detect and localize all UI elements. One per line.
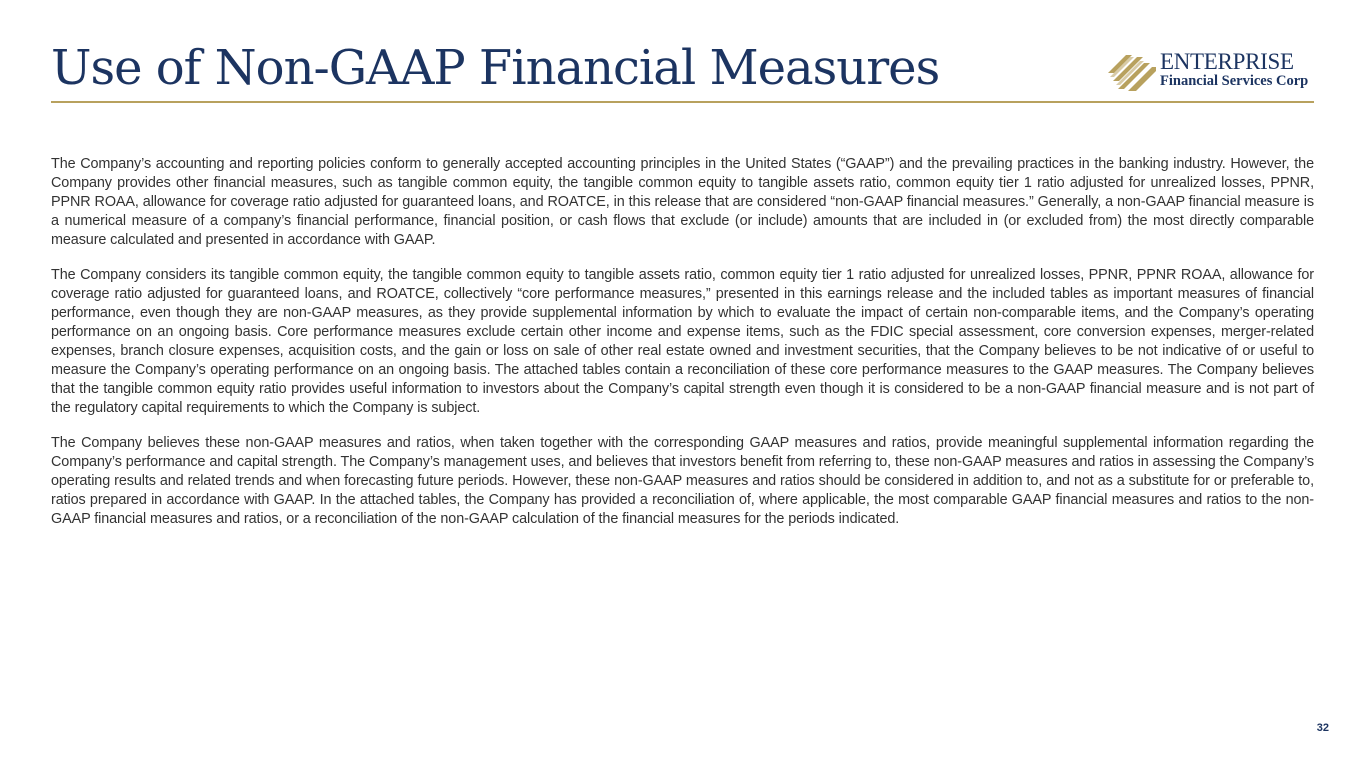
logo-name: ENTERPRISE bbox=[1160, 49, 1294, 74]
enterprise-logo-icon bbox=[1108, 51, 1158, 93]
page-title: Use of Non-GAAP Financial Measures bbox=[51, 40, 940, 96]
title-divider bbox=[51, 101, 1314, 103]
paragraph-1: The Company’s accounting and reporting policies conform to generally accepted accounting principles in the United States (“GAAP”) and the prevailing practices in the banking industry. However, the Company provides other financial measures, such as tangible common equity, the tangible common equity to tangible assets ratio, common equity tier 1 ratio adjusted for unrealized losses, PPNR, PPNR ROAA, allowance for coverage ratio adjusted for guaranteed loans, and ROATCE, in this release that are considered “non-GAAP financial measures.” Generally, a non-GAAP financial measure is a numerical measure of a company’s financial performance, financial position, or cash flows that exclude (or include) amounts that are included in (or excluded from) the most directly comparable measure calculated and presented in accordance with GAAP. bbox=[51, 156, 1314, 248]
company-logo bbox=[1108, 51, 1316, 93]
paragraph-2: The Company considers its tangible common equity, the tangible common equity to tangible assets ratio, common equity tier 1 ratio adjusted for unrealized losses, PPNR, PPNR ROAA, allowance for coverage ratio adjusted for guaranteed loans, and ROATCE, collectively “core performance measures,” presented in this earnings release and the included tables as important measures of financial performance, even though they are non-GAAP measures, as they provide supplemental information by which to evaluate the impact of certain non-comparable items, and the Company’s operating performance on an ongoing basis. Core performance measures exclude certain other income and expense items, such as the FDIC special assessment, core conversion expenses, merger-related expenses, branch closure expenses, acquisition costs, and the gain or loss on sale of other real estate owned and investment securities, that the Company believes to be not indicative of or useful to measure the Company’s operating performance on an ongoing basis. The attached tables contain a reconciliation of these core performance measures to the GAAP measures. The Company believes that the tangible common equity ratio provides useful information to investors about the Company’s capital strength even though it is considered to be a non-GAAP financial measure and is not part of the regulatory capital requirements to which the Company is subject. bbox=[51, 267, 1314, 416]
logo-subtitle: Financial Services Corp bbox=[1160, 73, 1309, 89]
body-text bbox=[51, 155, 1314, 545]
page-number: 32 bbox=[1316, 722, 1329, 734]
paragraph-3: The Company believes these non-GAAP measures and ratios, when taken together with the corresponding GAAP measures and ratios, provide meaningful supplemental information regarding the Company’s performance and capital strength. The Company’s management uses, and believes that investors benefit from referring to, these non-GAAP measures and ratios in assessing the Company’s operating results and related trends and when forecasting future periods. However, these non-GAAP measures and ratios should be considered in addition to, and not as a substitute for or preferable to, ratios prepared in accordance with GAAP. In the attached tables, the Company has provided a reconciliation of, where applicable, the most comparable GAAP financial measures and ratios to the non-GAAP financial measures and ratios, or a reconciliation of the non-GAAP calculation of the financial measures for the periods indicated. bbox=[51, 435, 1314, 527]
